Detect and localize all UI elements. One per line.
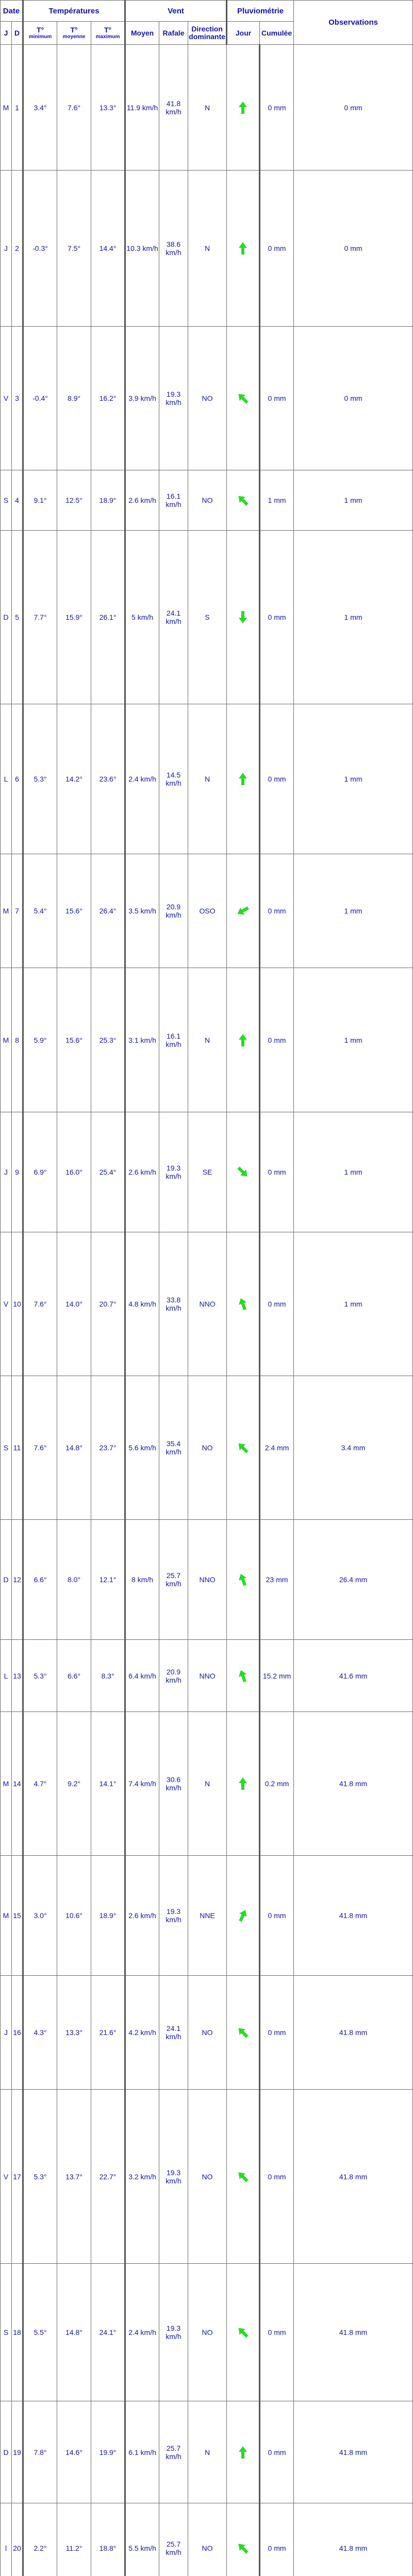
- day-letter-cell: M: [1, 45, 12, 171]
- tmax-cell: 21.6°: [91, 1976, 125, 2090]
- header-pluviometrie: Pluviométrie: [227, 1, 294, 22]
- rain-day-cell: 0 mm: [260, 45, 294, 171]
- tmax-cell: 25.3°: [91, 968, 125, 1112]
- tmax-cell: 19.9°: [91, 2401, 125, 2503]
- rain-day-cell: 0.2 mm: [260, 1712, 294, 1856]
- tmoy-cell: 6.6°: [57, 1639, 91, 1711]
- day-number-cell: 16: [12, 1976, 23, 2090]
- tmoy-cell: 14.0°: [57, 1232, 91, 1376]
- gust-cell: 16.1 km/h: [159, 470, 188, 531]
- rain-cumul-cell: 41.8 mm: [294, 1712, 413, 1856]
- tmin-cell: 3.4°: [23, 45, 57, 171]
- direction-cell: N: [188, 968, 227, 1112]
- rain-cumul-cell: 1 mm: [294, 470, 413, 531]
- day-letter-cell: l: [1, 2503, 12, 2576]
- day-number-cell: 7: [12, 854, 23, 968]
- tmax-cell: 18.9°: [91, 1856, 125, 1976]
- tmin-cell: 5.4°: [23, 854, 57, 968]
- day-letter-cell: M: [1, 1712, 12, 1856]
- header-d: D: [12, 22, 23, 45]
- direction-cell: NNO: [188, 1639, 227, 1711]
- day-number-cell: 14: [12, 1712, 23, 1856]
- tmoy-cell: 14.2°: [57, 704, 91, 854]
- table-row: [1, 2263, 413, 2401]
- tmin-cell: 7.7°: [23, 531, 57, 704]
- direction-cell: OSO: [188, 854, 227, 968]
- wind-arrow-icon: [227, 2263, 260, 2401]
- rain-cumul-cell: 1 mm: [294, 704, 413, 854]
- gust-cell: 19.3 km/h: [159, 1856, 188, 1976]
- direction-cell: NO: [188, 326, 227, 470]
- tmin-cell: 2.2°: [23, 2503, 57, 2576]
- tmoy-cell: 14.8°: [57, 2263, 91, 2401]
- tmin-cell: 7.8°: [23, 2401, 57, 2503]
- rain-cumul-cell: 41.8 mm: [294, 1976, 413, 2090]
- rain-cumul-cell: 1 mm: [294, 1112, 413, 1232]
- day-letter-cell: M: [1, 854, 12, 968]
- wind-avg-cell: 4.2 km/h: [125, 1976, 159, 2090]
- wind-avg-cell: 8 km/h: [125, 1520, 159, 1640]
- rain-day-cell: 0 mm: [260, 1112, 294, 1232]
- wind-arrow-icon: [227, 1376, 260, 1519]
- rain-day-cell: 2.4 mm: [260, 1376, 294, 1519]
- tmax-cell: 23.6°: [91, 704, 125, 854]
- rain-day-cell: 1 mm: [260, 470, 294, 531]
- tmin-cell: 5.5°: [23, 2263, 57, 2401]
- tmax-cell: 26.4°: [91, 854, 125, 968]
- tmax-cell: 14.4°: [91, 171, 125, 326]
- gust-cell: 19.3 km/h: [159, 2263, 188, 2401]
- rain-day-cell: 0 mm: [260, 968, 294, 1112]
- day-letter-cell: J: [1, 171, 12, 326]
- header-tmoy-top: T°: [70, 25, 78, 34]
- gust-cell: 33.8 km/h: [159, 1232, 188, 1376]
- tmax-cell: 16.2°: [91, 326, 125, 470]
- wind-arrow-icon: [227, 470, 260, 531]
- tmin-cell: -0.3°: [23, 171, 57, 326]
- rain-cumul-cell: 1 mm: [294, 968, 413, 1112]
- header-observations: Observations: [294, 1, 413, 45]
- direction-cell: NNO: [188, 1520, 227, 1640]
- wind-arrow-icon: [227, 45, 260, 171]
- rain-cumul-cell: 26.4 mm: [294, 1520, 413, 1640]
- direction-cell: N: [188, 45, 227, 171]
- header-vent: Vent: [125, 1, 227, 22]
- wind-avg-cell: 2.6 km/h: [125, 1856, 159, 1976]
- gust-cell: 20.9 km/h: [159, 854, 188, 968]
- arrow-icon: [235, 1572, 251, 1587]
- header-temperatures: Températures: [23, 1, 125, 22]
- day-number-cell: 19: [12, 2401, 23, 2503]
- header-tmin-top: T°: [36, 25, 44, 34]
- tmoy-cell: 7.6°: [57, 45, 91, 171]
- day-letter-cell: D: [1, 2401, 12, 2503]
- direction-cell: NO: [188, 2090, 227, 2263]
- day-number-cell: 13: [12, 1639, 23, 1711]
- rain-cumul-cell: 0 mm: [294, 326, 413, 470]
- wind-avg-cell: 11.9 km/h: [125, 45, 159, 171]
- arrow-icon: [235, 2025, 251, 2040]
- arrow-icon: [235, 241, 251, 256]
- header-tmax: [91, 22, 125, 45]
- direction-cell: N: [188, 1712, 227, 1856]
- tmin-cell: 5.3°: [23, 704, 57, 854]
- tmax-cell: 22.7°: [91, 2090, 125, 2263]
- table-row: [1, 704, 413, 854]
- day-number-cell: 5: [12, 531, 23, 704]
- wind-avg-cell: 3.1 km/h: [125, 968, 159, 1112]
- tmoy-cell: 12.5°: [57, 470, 91, 531]
- tmax-cell: 23.7°: [91, 1376, 125, 1519]
- table-row: [1, 2503, 413, 2576]
- wind-avg-cell: 2.6 km/h: [125, 1112, 159, 1232]
- rain-cumul-cell: 1 mm: [294, 854, 413, 968]
- wind-avg-cell: 7.4 km/h: [125, 1712, 159, 1856]
- wind-arrow-icon: [227, 2401, 260, 2503]
- rain-day-cell: 0 mm: [260, 531, 294, 704]
- rain-day-cell: 23 mm: [260, 1520, 294, 1640]
- direction-cell: S: [188, 531, 227, 704]
- rain-day-cell: 0 mm: [260, 2090, 294, 2263]
- day-number-cell: 3: [12, 326, 23, 470]
- tmin-cell: -0.4°: [23, 326, 57, 470]
- wind-avg-cell: 4.8 km/h: [125, 1232, 159, 1376]
- wind-avg-cell: 2.4 km/h: [125, 704, 159, 854]
- direction-cell: NNE: [188, 1856, 227, 1976]
- arrow-icon: [235, 391, 251, 406]
- day-letter-cell: S: [1, 2263, 12, 2401]
- direction-cell: N: [188, 704, 227, 854]
- tmoy-cell: 8.0°: [57, 1520, 91, 1640]
- wind-arrow-icon: [227, 2503, 260, 2576]
- direction-cell: N: [188, 171, 227, 326]
- wind-avg-cell: 5 km/h: [125, 531, 159, 704]
- tmax-cell: 18.8°: [91, 2503, 125, 2576]
- wind-arrow-icon: [227, 1520, 260, 1640]
- header-tmax-top: T°: [104, 25, 112, 34]
- arrow-icon: [235, 1164, 251, 1180]
- wind-avg-cell: 10.3 km/h: [125, 171, 159, 326]
- tmin-cell: 9.1°: [23, 470, 57, 531]
- wind-arrow-icon: [227, 1712, 260, 1856]
- wind-arrow-icon: [227, 968, 260, 1112]
- arrow-icon: [235, 100, 251, 115]
- table-row: [1, 1856, 413, 1976]
- gust-cell: 25.7 km/h: [159, 2503, 188, 2576]
- day-number-cell: 6: [12, 704, 23, 854]
- gust-cell: 16.1 km/h: [159, 968, 188, 1112]
- table-row: [1, 470, 413, 531]
- table-row: [1, 2401, 413, 2503]
- tmin-cell: 7.6°: [23, 1232, 57, 1376]
- header-jour: Jour: [227, 22, 260, 45]
- table-row: [1, 1520, 413, 1640]
- wind-arrow-icon: [227, 1232, 260, 1376]
- wind-avg-cell: 3.9 km/h: [125, 326, 159, 470]
- direction-cell: NO: [188, 1376, 227, 1519]
- rain-cumul-cell: 3.4 mm: [294, 1376, 413, 1519]
- day-letter-cell: D: [1, 1520, 12, 1640]
- arrow-icon: [235, 2169, 251, 2184]
- arrow-icon: [235, 2325, 251, 2340]
- wind-arrow-icon: [227, 704, 260, 854]
- tmoy-cell: 16.0°: [57, 1112, 91, 1232]
- table-row: [1, 968, 413, 1112]
- day-letter-cell: V: [1, 2090, 12, 2263]
- arrow-icon: [235, 1440, 251, 1455]
- tmoy-cell: 7.5°: [57, 171, 91, 326]
- gust-cell: 30.6 km/h: [159, 1712, 188, 1856]
- gust-cell: 19.3 km/h: [159, 2090, 188, 2263]
- wind-arrow-icon: [227, 1112, 260, 1232]
- wind-avg-cell: 3.2 km/h: [125, 2090, 159, 2263]
- rain-day-cell: 15.2 mm: [260, 1639, 294, 1711]
- header-j: J: [1, 22, 12, 45]
- direction-cell: N: [188, 2401, 227, 2503]
- tmoy-cell: 10.6°: [57, 1856, 91, 1976]
- arrow-icon: [235, 493, 251, 508]
- wind-avg-cell: 2.4 km/h: [125, 2263, 159, 2401]
- day-number-cell: 11: [12, 1376, 23, 1519]
- day-letter-cell: J: [1, 1112, 12, 1232]
- direction-cell: NO: [188, 2263, 227, 2401]
- tmax-cell: 8.3°: [91, 1639, 125, 1711]
- arrow-icon: [235, 1668, 251, 1684]
- table-row: [1, 1976, 413, 2090]
- header-tmin-sub: minimum: [28, 33, 52, 40]
- tmoy-cell: 15.6°: [57, 968, 91, 1112]
- day-number-cell: 2: [12, 171, 23, 326]
- rain-cumul-cell: 41.8 mm: [294, 2263, 413, 2401]
- rain-day-cell: 0 mm: [260, 704, 294, 854]
- arrow-icon: [235, 771, 251, 787]
- rain-day-cell: 0 mm: [260, 1976, 294, 2090]
- rain-day-cell: 0 mm: [260, 2263, 294, 2401]
- header-tmoy-sub: moyenne: [62, 33, 86, 40]
- day-letter-cell: S: [1, 470, 12, 531]
- table-row: [1, 531, 413, 704]
- wind-avg-cell: 2.6 km/h: [125, 470, 159, 531]
- direction-cell: NO: [188, 470, 227, 531]
- tmoy-cell: 9.2°: [57, 1712, 91, 1856]
- day-number-cell: 17: [12, 2090, 23, 2263]
- tmin-cell: 5.9°: [23, 968, 57, 1112]
- wind-avg-cell: 6.4 km/h: [125, 1639, 159, 1711]
- tmin-cell: 6.6°: [23, 1520, 57, 1640]
- rain-day-cell: 0 mm: [260, 2503, 294, 2576]
- day-number-cell: 4: [12, 470, 23, 531]
- gust-cell: 25.7 km/h: [159, 1520, 188, 1640]
- rain-cumul-cell: 1 mm: [294, 1232, 413, 1376]
- arrow-icon: [235, 2445, 251, 2460]
- wind-avg-cell: 3.5 km/h: [125, 854, 159, 968]
- tmax-cell: 12.1°: [91, 1520, 125, 1640]
- day-letter-cell: M: [1, 1856, 12, 1976]
- tmax-cell: 24.1°: [91, 2263, 125, 2401]
- day-number-cell: 12: [12, 1520, 23, 1640]
- rain-day-cell: 0 mm: [260, 1856, 294, 1976]
- day-letter-cell: S: [1, 1376, 12, 1519]
- arrow-icon: [235, 903, 251, 919]
- wind-arrow-icon: [227, 1639, 260, 1711]
- tmoy-cell: 8.9°: [57, 326, 91, 470]
- gust-cell: 24.1 km/h: [159, 1976, 188, 2090]
- wind-avg-cell: 5.6 km/h: [125, 1376, 159, 1519]
- day-letter-cell: M: [1, 968, 12, 1112]
- gust-cell: 38.6 km/h: [159, 171, 188, 326]
- rain-day-cell: 0 mm: [260, 326, 294, 470]
- day-number-cell: 20: [12, 2503, 23, 2576]
- day-letter-cell: V: [1, 1232, 12, 1376]
- arrow-icon: [235, 1776, 251, 1791]
- tmoy-cell: 11.2°: [57, 2503, 91, 2576]
- direction-cell: SE: [188, 1112, 227, 1232]
- tmin-cell: 7.6°: [23, 1376, 57, 1519]
- tmin-cell: 6.9°: [23, 1112, 57, 1232]
- tmoy-cell: 15.9°: [57, 531, 91, 704]
- table-row: [1, 171, 413, 326]
- rain-cumul-cell: 41.8 mm: [294, 1856, 413, 1976]
- table-row: [1, 326, 413, 470]
- table-row: [1, 854, 413, 968]
- day-letter-cell: V: [1, 326, 12, 470]
- day-number-cell: 18: [12, 2263, 23, 2401]
- rain-cumul-cell: 41.8 mm: [294, 2090, 413, 2263]
- tmax-cell: 18.9°: [91, 470, 125, 531]
- header-cumulee: Cumulée: [260, 22, 294, 45]
- wind-avg-cell: 6.1 km/h: [125, 2401, 159, 2503]
- gust-cell: 24.1 km/h: [159, 531, 188, 704]
- rain-day-cell: 0 mm: [260, 2401, 294, 2503]
- gust-cell: 20.9 km/h: [159, 1639, 188, 1711]
- header-date: Date: [1, 1, 23, 22]
- wind-arrow-icon: [227, 531, 260, 704]
- day-number-cell: 10: [12, 1232, 23, 1376]
- table-row: [1, 1639, 413, 1711]
- gust-cell: 14.5 km/h: [159, 704, 188, 854]
- day-letter-cell: L: [1, 704, 12, 854]
- table-row: [1, 1112, 413, 1232]
- tmin-cell: 3.0°: [23, 1856, 57, 1976]
- gust-cell: 19.3 km/h: [159, 1112, 188, 1232]
- tmin-cell: 5.3°: [23, 2090, 57, 2263]
- tmoy-cell: 14.6°: [57, 2401, 91, 2503]
- rain-cumul-cell: 1 mm: [294, 531, 413, 704]
- tmin-cell: 4.7°: [23, 1712, 57, 1856]
- table-row: [1, 1712, 413, 1856]
- arrow-icon: [235, 1296, 251, 1312]
- tmoy-cell: 15.6°: [57, 854, 91, 968]
- gust-cell: 25.7 km/h: [159, 2401, 188, 2503]
- header-tmoy: [57, 22, 91, 45]
- header-rafale: Rafale: [159, 22, 188, 45]
- rain-day-cell: 0 mm: [260, 854, 294, 968]
- table-row: [1, 45, 413, 171]
- tmax-cell: 26.1°: [91, 531, 125, 704]
- rain-cumul-cell: 41.8 mm: [294, 2401, 413, 2503]
- wind-arrow-icon: [227, 326, 260, 470]
- tmoy-cell: 13.7°: [57, 2090, 91, 2263]
- rain-day-cell: 0 mm: [260, 1232, 294, 1376]
- wind-avg-cell: 5.5 km/h: [125, 2503, 159, 2576]
- gust-cell: 35.4 km/h: [159, 1376, 188, 1519]
- day-letter-cell: L: [1, 1639, 12, 1711]
- day-letter-cell: J: [1, 1976, 12, 2090]
- gust-cell: 41.8 km/h: [159, 45, 188, 171]
- header-moyen: Moyen: [125, 22, 159, 45]
- tmoy-cell: 14.8°: [57, 1376, 91, 1519]
- day-number-cell: 8: [12, 968, 23, 1112]
- tmax-cell: 25.4°: [91, 1112, 125, 1232]
- direction-cell: NO: [188, 2503, 227, 2576]
- table-row: [1, 1376, 413, 1519]
- wind-arrow-icon: [227, 1856, 260, 1976]
- gust-cell: 19.3 km/h: [159, 326, 188, 470]
- wind-arrow-icon: [227, 171, 260, 326]
- wind-arrow-icon: [227, 2090, 260, 2263]
- header-direction: Direction dominante: [188, 22, 227, 45]
- tmin-cell: 5.3°: [23, 1639, 57, 1711]
- arrow-icon: [235, 1032, 251, 1048]
- direction-cell: NNO: [188, 1232, 227, 1376]
- header-tmax-sub: maximum: [95, 33, 120, 40]
- rain-cumul-cell: 41.8 mm: [294, 2503, 413, 2576]
- table-row: [1, 1232, 413, 1376]
- tmoy-cell: 13.3°: [57, 1976, 91, 2090]
- day-number-cell: 9: [12, 1112, 23, 1232]
- wind-arrow-icon: [227, 1976, 260, 2090]
- tmax-cell: 20.7°: [91, 1232, 125, 1376]
- arrow-icon: [235, 609, 251, 625]
- day-letter-cell: D: [1, 531, 12, 704]
- rain-cumul-cell: 0 mm: [294, 45, 413, 171]
- day-number-cell: 1: [12, 45, 23, 171]
- tmax-cell: 14.1°: [91, 1712, 125, 1856]
- direction-cell: NO: [188, 1976, 227, 2090]
- header-tmin: [23, 22, 57, 45]
- table-row: [1, 2090, 413, 2263]
- arrow-icon: [235, 2540, 251, 2556]
- rain-cumul-cell: 41.6 mm: [294, 1639, 413, 1711]
- rain-cumul-cell: 0 mm: [294, 171, 413, 326]
- tmax-cell: 13.3°: [91, 45, 125, 171]
- wind-arrow-icon: [227, 854, 260, 968]
- day-number-cell: 15: [12, 1856, 23, 1976]
- tmin-cell: 4.3°: [23, 1976, 57, 2090]
- rain-day-cell: 0 mm: [260, 171, 294, 326]
- arrow-icon: [235, 1908, 251, 1923]
